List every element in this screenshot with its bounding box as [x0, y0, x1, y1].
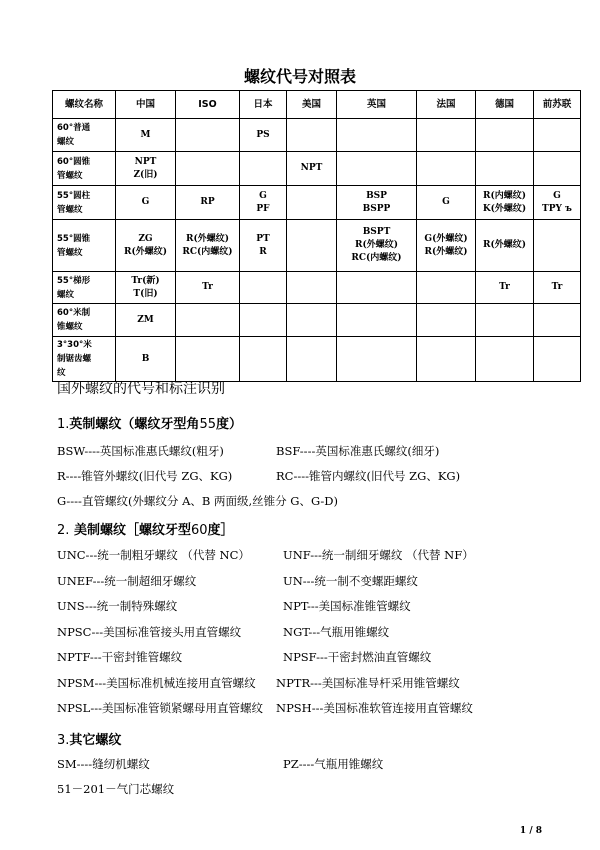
table-cell — [240, 119, 287, 152]
cell-code: G — [259, 190, 267, 201]
thread-name-line: 螺纹 — [57, 289, 75, 300]
table-cell — [116, 186, 176, 220]
table-cell — [476, 304, 534, 337]
section-title: 国外螺纹的代号和标注识别 — [57, 381, 225, 397]
table-cell — [476, 186, 534, 220]
table-cell — [534, 220, 581, 272]
section-1-heading-paren: （螺纹牙型角 — [121, 417, 200, 432]
table-cell — [417, 337, 476, 382]
section-2-heading — [57, 519, 234, 538]
table-cell — [116, 152, 176, 186]
cell-code: R — [259, 246, 267, 257]
section-2-heading-end: 度］ — [207, 523, 234, 538]
section-2-heading-number: 60 — [190, 523, 208, 538]
table-cell — [287, 272, 337, 304]
table-row — [53, 220, 581, 272]
cell-code: RC(内螺纹) — [182, 246, 233, 257]
cell-code: BSPT — [362, 227, 391, 237]
table-cell — [534, 186, 581, 220]
cell-code: ZG — [138, 233, 153, 244]
table-cell — [476, 272, 534, 304]
cell-code: K(外螺纹) — [482, 203, 527, 214]
table-cell — [337, 152, 417, 186]
table-cell — [240, 152, 287, 186]
table-cell — [176, 119, 240, 152]
entry-pz: PZ----气瓶用锥螺纹 — [283, 757, 384, 771]
table-row — [53, 337, 581, 382]
table-cell — [337, 119, 417, 152]
table-cell — [417, 220, 476, 272]
table-cell — [417, 186, 476, 220]
cell-code: R(外螺纹) — [355, 240, 398, 250]
cell-code: G(外螺纹) — [424, 233, 468, 244]
thread-name-line: 3°30°米 — [57, 340, 92, 350]
table-row — [53, 119, 581, 152]
entry-bsf: BSF----英国标准惠氏螺纹(细牙) — [276, 444, 440, 458]
table-cell — [116, 304, 176, 337]
cell-code: G — [141, 197, 150, 207]
entry-npsh: NPSH---美国标准软管连接用直管螺纹 — [276, 701, 473, 715]
entry-unef: UNEF---统一制超细牙螺纹 — [57, 574, 197, 588]
cell-code: R(外螺纹) — [424, 246, 468, 257]
section-3-heading-text: 其它螺纹 — [69, 733, 122, 748]
cell-code: ZM — [137, 314, 154, 325]
table-header-cell: 中国 — [116, 91, 176, 119]
entry-rc: RC----锥管内螺纹(旧代号 ZG、KG) — [276, 469, 461, 483]
cell-code: R(外螺纹) — [483, 240, 526, 250]
table-cell — [176, 272, 240, 304]
entry-bsw: BSW----英国标准惠氏螺纹(粗牙) — [57, 444, 224, 458]
thread-code-table — [52, 90, 581, 382]
table-cell — [337, 272, 417, 304]
section-2-heading-text: 美制螺纹［螺纹牙型 — [73, 523, 191, 538]
table-header-cell: 英国 — [337, 91, 417, 119]
entry-npsm: NPSM---美国标准机械连接用直管螺纹 — [57, 676, 256, 690]
section-2-number: 2. — [57, 523, 70, 538]
table-cell — [240, 220, 287, 272]
entry-sm: SM----缝纫机螺纹 — [57, 757, 150, 771]
table-cell — [116, 119, 176, 152]
cell-code: Tr — [499, 282, 510, 292]
table-cell — [534, 337, 581, 382]
page-number: 1 / 8 — [519, 826, 542, 836]
table-cell — [534, 119, 581, 152]
thread-name-cell — [53, 337, 116, 382]
thread-name-cell — [53, 220, 116, 272]
table-cell — [534, 304, 581, 337]
page-title: 螺纹代号对照表 — [243, 67, 356, 86]
entry-g: G----直管螺纹(外螺纹分 A、B 两面级,丝锥分 G、G-D) — [57, 494, 338, 508]
thread-name-line: 锥螺纹 — [57, 322, 83, 332]
thread-name-line: 60°普通 — [57, 123, 91, 133]
cell-code: RC(内螺纹) — [351, 253, 402, 263]
entry-npsl: NPSL---美国标准管锁紧螺母用直管螺纹 — [57, 701, 263, 715]
table-cell — [287, 186, 337, 220]
table-cell — [176, 186, 240, 220]
cell-code: TPY ъ — [542, 203, 572, 214]
section-3-heading — [57, 729, 121, 748]
table-cell — [240, 186, 287, 220]
thread-name-line: 60°米制 — [57, 308, 91, 318]
cell-code: NPT — [300, 163, 323, 173]
cell-code: NPT — [134, 156, 157, 167]
thread-name-line: 55°梯形 — [57, 275, 91, 286]
table-cell — [176, 220, 240, 272]
section-1-heading — [57, 413, 242, 432]
table-cell — [417, 304, 476, 337]
thread-name-cell — [53, 304, 116, 337]
table-cell — [476, 119, 534, 152]
cell-code: BSPP — [362, 203, 391, 214]
thread-name-cell — [53, 152, 116, 186]
table-cell — [417, 272, 476, 304]
table-cell — [337, 186, 417, 220]
entry-npsf: NPSF---干密封燃油直管螺纹 — [283, 650, 432, 664]
thread-name-line: 纹 — [57, 368, 66, 378]
cell-code: RP — [200, 197, 215, 207]
entry-uns: UNS---统一制特殊螺纹 — [57, 599, 178, 613]
thread-name-cell — [53, 186, 116, 220]
thread-name-line: 55°圆柱 — [57, 190, 91, 201]
table-cell — [337, 304, 417, 337]
entry-npt: NPT---美国标准锥管螺纹 — [283, 599, 411, 613]
thread-name-line: 管螺纹 — [57, 247, 83, 258]
table-cell — [116, 220, 176, 272]
cell-code: PF — [256, 203, 270, 214]
table-cell — [476, 152, 534, 186]
table-header-cell: 前苏联 — [534, 91, 581, 119]
table-row — [53, 186, 581, 220]
section-1-heading-number: 55 — [199, 417, 216, 432]
cell-code: B — [141, 353, 150, 364]
section-1-heading-text: 英制螺纹 — [69, 417, 122, 432]
table-row — [53, 304, 581, 337]
entry-valve: 51－201－气门芯螺纹 — [57, 782, 175, 796]
table-cell — [534, 152, 581, 186]
table-cell — [287, 119, 337, 152]
thread-name-cell — [53, 272, 116, 304]
table-cell — [116, 337, 176, 382]
thread-name-line: 制锯齿螺 — [57, 354, 92, 364]
cell-code: Tr(新) — [131, 275, 160, 286]
entry-nptr: NPTR---美国标准导杆采用锥管螺纹 — [276, 676, 460, 690]
table-row — [53, 152, 581, 186]
entry-npsc: NPSC---美国标准管接头用直管螺纹 — [57, 625, 242, 639]
table-header-row — [53, 91, 581, 119]
cell-code: G — [553, 190, 561, 201]
table-header-cell: 日本 — [240, 91, 287, 119]
cell-code: G — [442, 197, 450, 207]
thread-name-line: 55°圆锥 — [57, 233, 91, 244]
thread-name-line: 管螺纹 — [57, 170, 83, 181]
entry-ngt: NGT---气瓶用锥螺纹 — [283, 625, 390, 639]
entry-nptf: NPTF---干密封锥管螺纹 — [57, 650, 183, 664]
cell-code: T(旧) — [133, 288, 158, 299]
thread-name-line: 60°圆锥 — [57, 156, 91, 167]
table-cell — [417, 119, 476, 152]
table-header-cell: 德国 — [476, 91, 534, 119]
table-cell — [287, 152, 337, 186]
cell-code: Tr — [202, 282, 213, 292]
entry-unc: UNC---统一制粗牙螺纹 （代替 NC） — [57, 548, 250, 562]
section-3-number: 3. — [57, 733, 70, 748]
table-cell — [287, 220, 337, 272]
thread-name-line: 管螺纹 — [57, 204, 83, 215]
table-cell — [287, 304, 337, 337]
table-cell — [176, 304, 240, 337]
cell-code: Z(旧) — [133, 169, 158, 180]
table-cell — [116, 272, 176, 304]
table-cell — [240, 304, 287, 337]
cell-code: M — [140, 129, 151, 140]
table-cell — [176, 337, 240, 382]
table-row — [53, 272, 581, 304]
section-1-number: 1. — [57, 417, 70, 432]
table-cell — [240, 272, 287, 304]
table-cell — [476, 220, 534, 272]
entry-r: R----锥管外螺纹(旧代号 ZG、KG) — [57, 469, 233, 483]
cell-code: PS — [256, 129, 270, 140]
entry-un: UN---统一制不变螺距螺纹 — [283, 574, 418, 588]
cell-code: R(外螺纹) — [186, 233, 229, 244]
table-header-cell: 法国 — [417, 91, 476, 119]
thread-name-cell — [53, 119, 116, 152]
table-cell — [176, 152, 240, 186]
table-cell — [534, 272, 581, 304]
section-1-heading-end: 度） — [215, 417, 242, 432]
cell-code: R(外螺纹) — [124, 246, 167, 257]
entry-unf: UNF---统一制细牙螺纹 （代替 NF） — [283, 548, 474, 562]
cell-code: Tr — [551, 282, 563, 292]
table-cell — [337, 337, 417, 382]
thread-name-line: 螺纹 — [57, 137, 75, 147]
table-cell — [240, 337, 287, 382]
cell-code: BSP — [366, 190, 387, 201]
cell-code: PT — [256, 233, 270, 244]
table-cell — [337, 220, 417, 272]
cell-code: R(内螺纹) — [483, 190, 526, 201]
table-header-cell: 螺纹名称 — [53, 91, 116, 119]
table-cell — [417, 152, 476, 186]
table-header-cell: ISO — [176, 91, 240, 119]
table-cell — [287, 337, 337, 382]
table-cell — [476, 337, 534, 382]
table-header-cell: 美国 — [287, 91, 337, 119]
